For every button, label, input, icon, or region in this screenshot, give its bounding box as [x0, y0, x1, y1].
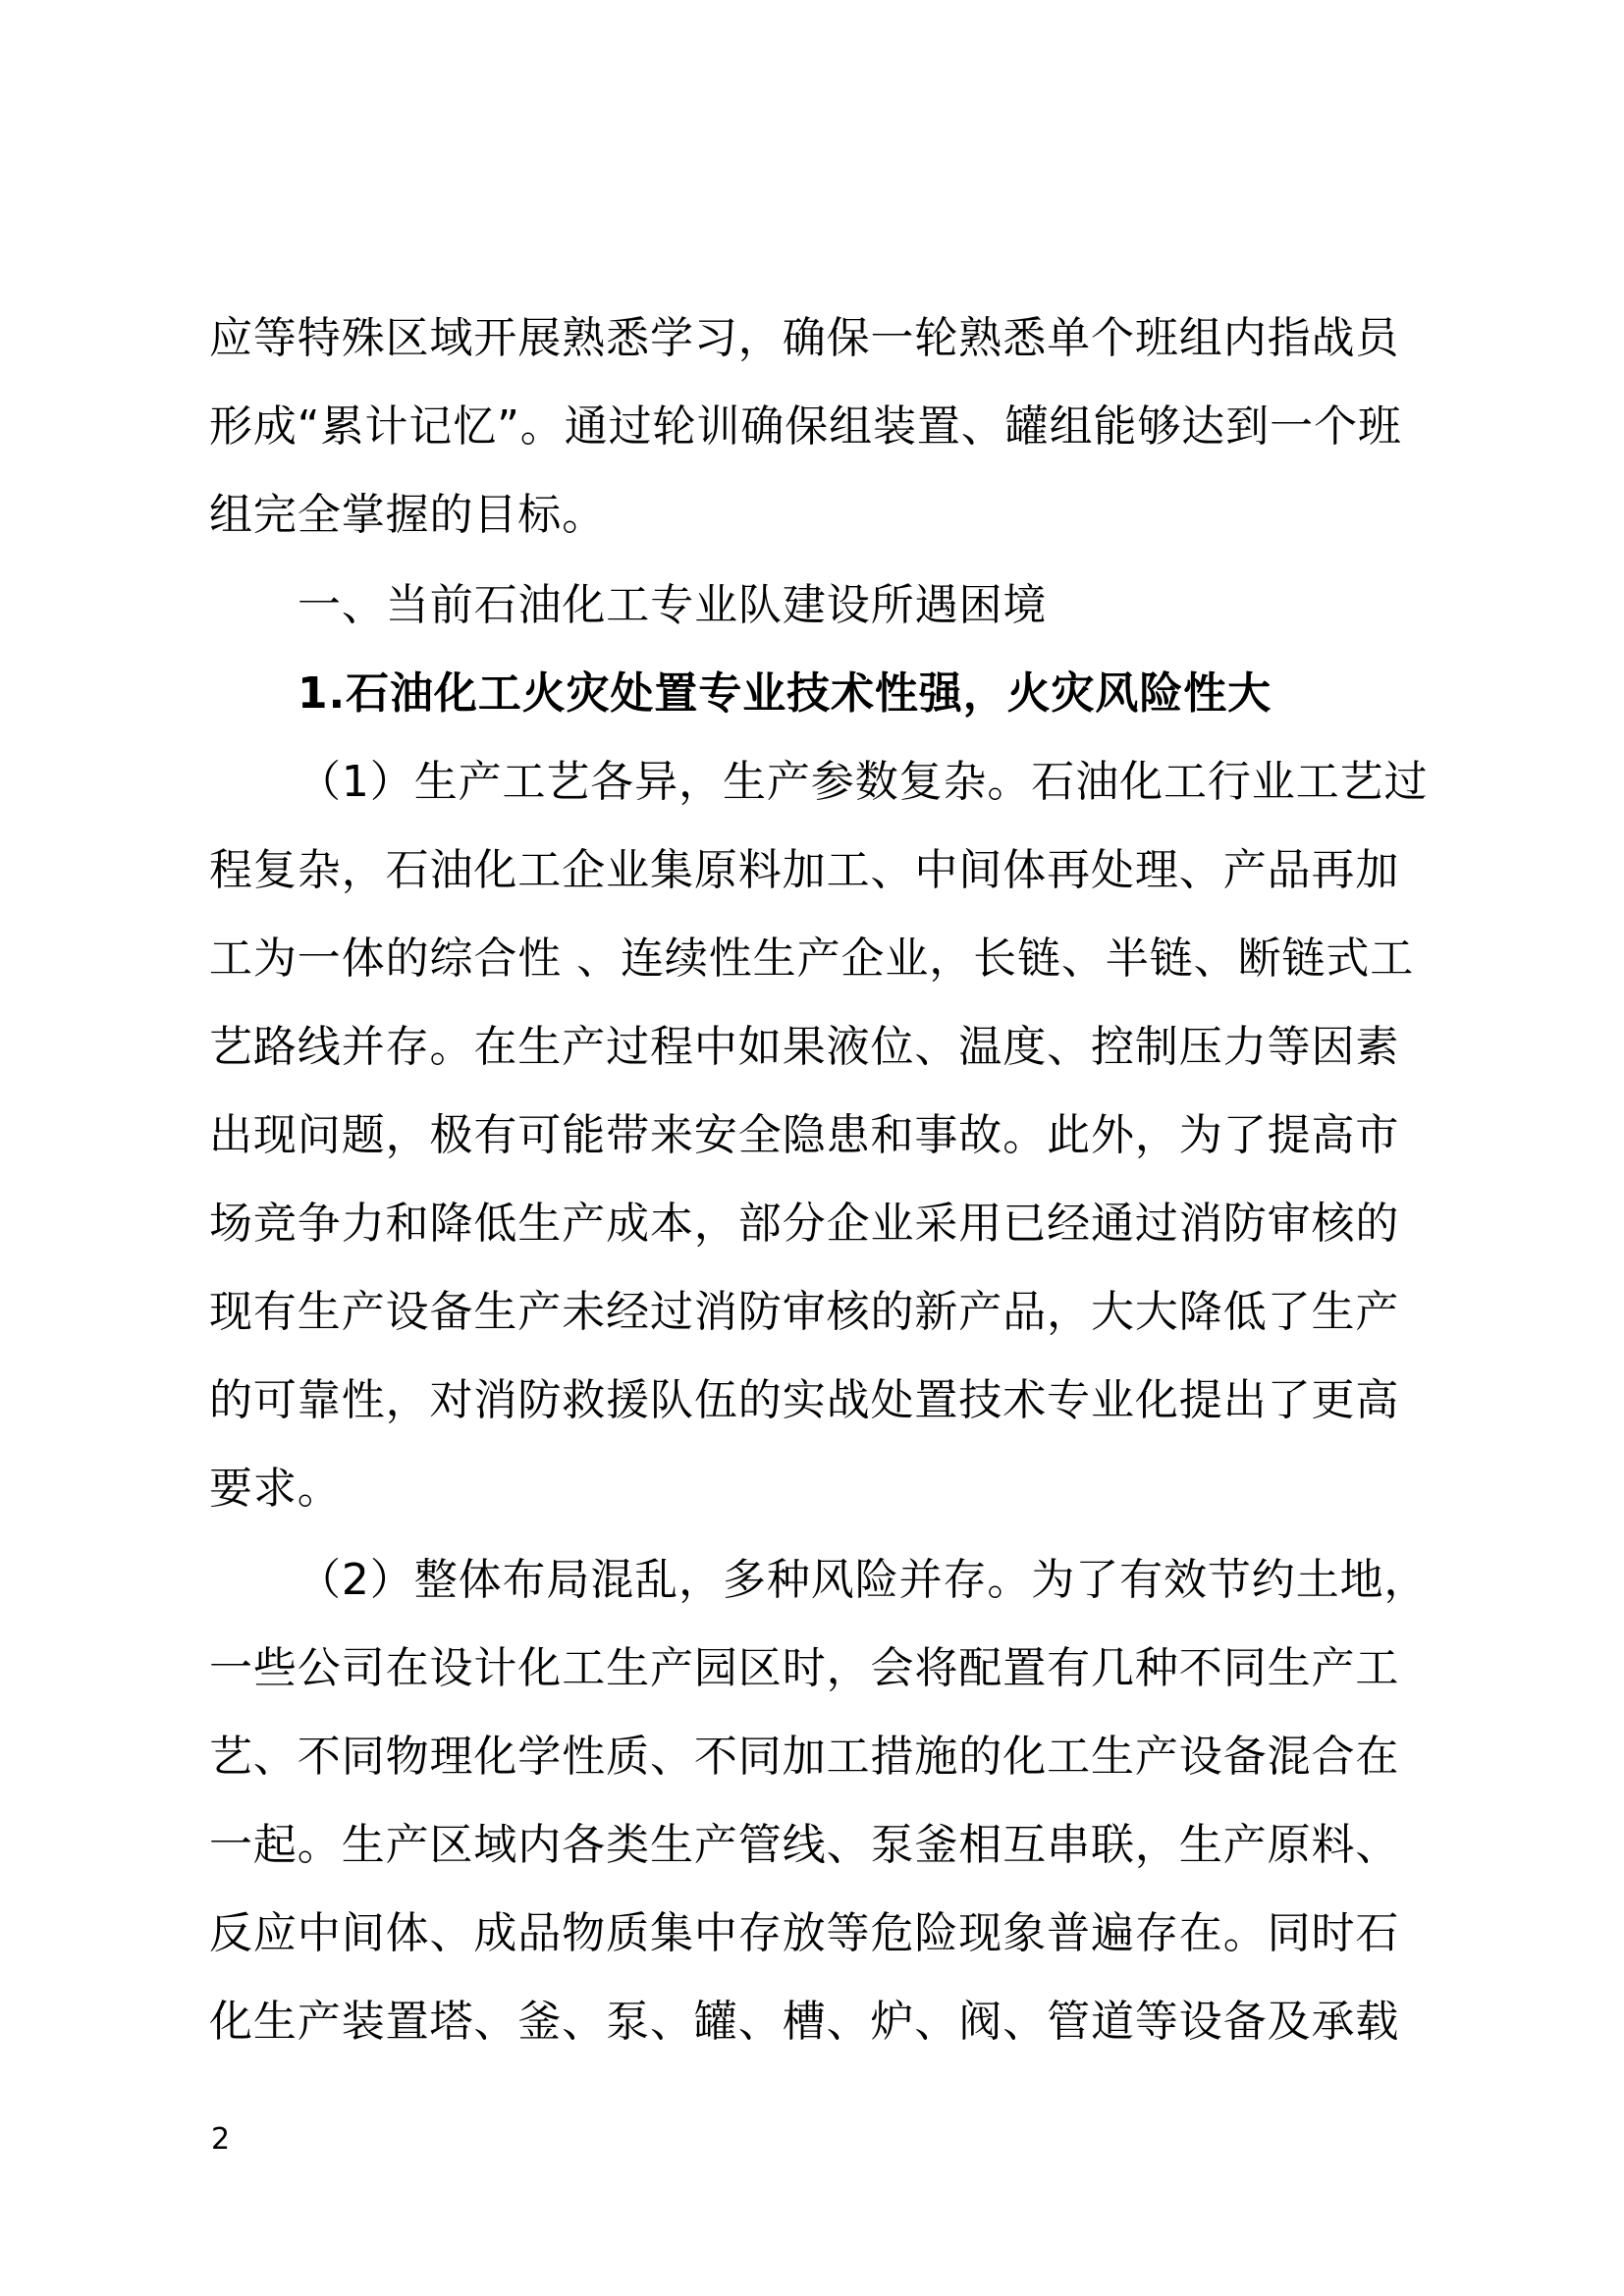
paragraph-line: （1）生产工艺各异，生产参数复杂。石油化工行业工艺过	[298, 757, 1429, 807]
paragraph-line: 现有生产设备生产未经过消防审核的新产品，大大降低了生产	[209, 1287, 1400, 1337]
paragraph-line: 的可靠性，对消防救援队伍的实战处置技术专业化提出了更高	[209, 1375, 1400, 1425]
paragraph-line: 形成“累计记忆”。通过轮训确保组装置、罐组能够达到一个班	[209, 401, 1402, 452]
paragraph-line: 组完全掌握的目标。	[209, 490, 607, 540]
paragraph-line: （2）整体布局混乱，多种风险并存。为了有效节约土地，	[298, 1555, 1429, 1605]
paragraph-line: 应等特殊区域开展熟悉学习，确保一轮熟悉单个班组内指战员	[209, 313, 1400, 363]
section-heading: 一、当前石油化工专业队建设所遇困境	[298, 580, 1048, 630]
paragraph-line: 一起。生产区域内各类生产管线、泵釜相互串联，生产原料、	[209, 1820, 1400, 1870]
subsection-heading: 1.石油化工火灾处置专业技术性强，火灾风险性大	[298, 668, 1272, 719]
page-number: 2	[211, 2122, 231, 2157]
paragraph-line: 反应中间体、成品物质集中存放等危险现象普遍存在。同时石	[209, 1908, 1400, 1958]
paragraph-line: 工为一体的综合性 、连续性生产企业，长链、半链、断链式工	[209, 934, 1415, 984]
paragraph-line: 程复杂，石油化工企业集原料加工、中间体再处理、产品再加	[209, 845, 1400, 895]
paragraph-line: 艺路线并存。在生产过程中如果液位、温度、控制压力等因素	[209, 1022, 1400, 1072]
paragraph-line: 一些公司在设计化工生产园区时，会将配置有几种不同生产工	[209, 1643, 1400, 1693]
paragraph-line: 要求。	[209, 1464, 342, 1514]
paragraph-line: 化生产装置塔、釜、泵、罐、槽、炉、阀、管道等设备及承载	[209, 1997, 1400, 2047]
paragraph-line: 艺、不同物理化学性质、不同加工措施的化工生产设备混合在	[209, 1732, 1400, 1782]
paragraph-line: 出现问题，极有可能带来安全隐患和事故。此外，为了提高市	[209, 1110, 1400, 1160]
paragraph-line: 场竞争力和降低生产成本，部分企业采用已经通过消防审核的	[209, 1199, 1400, 1249]
